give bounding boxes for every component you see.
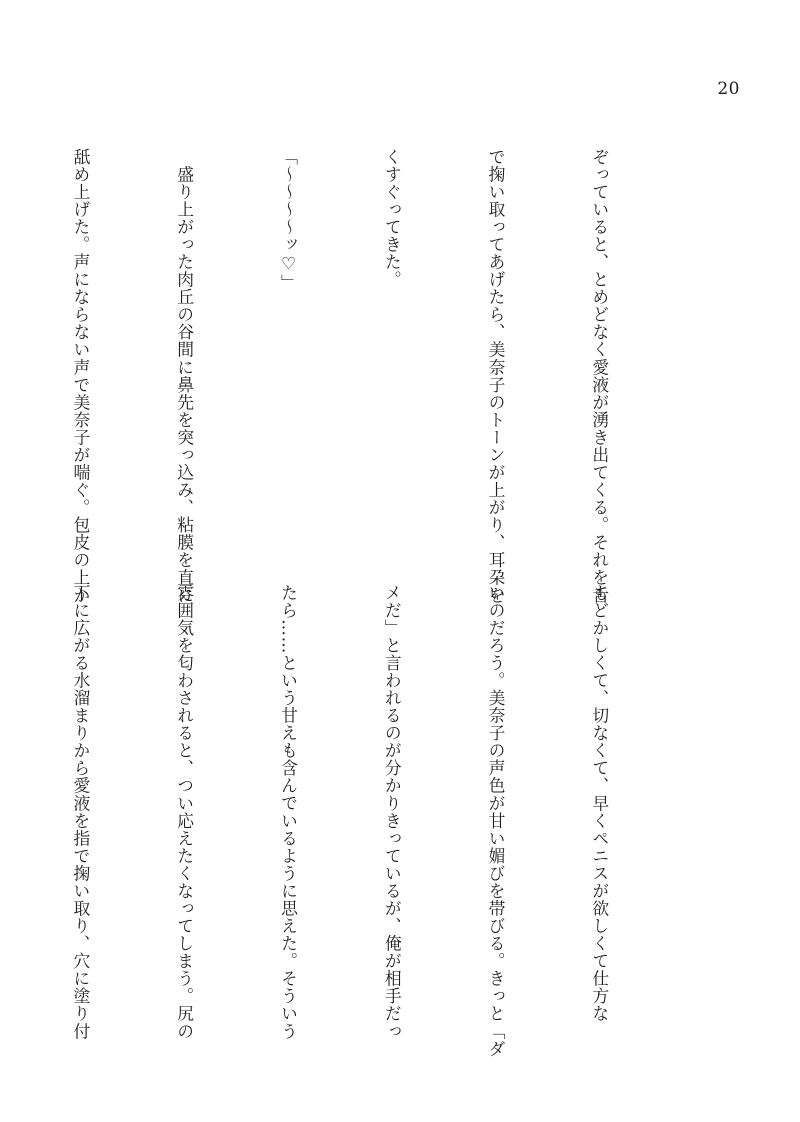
text-line: 盛り上がった肉丘の谷間に鼻先を突っ込み、粘膜を直に (174, 148, 195, 605)
text-line: くすぐってきた。 (382, 148, 403, 289)
page-number: 20 (717, 79, 740, 99)
lower-text-block (70, 584, 686, 1058)
text-line: ぞっていると、とめどなく愛液が湧き出てくる。それを舌 (589, 148, 610, 605)
text-line: いのだろう。美奈子の声色が甘い媚びを帯びる。きっと「ダ (486, 584, 507, 1058)
text-line: 雰囲気を匂わされると、つい応えたくなってしまう。尻の (174, 584, 195, 1041)
text-line: 下に広がる水溜まりから愛液を指で掬い取り、穴に塗り付 (70, 584, 91, 1041)
text-line: もどかしくて、切なくて、早くペニスが欲しくて仕方な (589, 584, 610, 1023)
upper-text-block (70, 148, 686, 605)
text-line: 舐め上げた。声にならない声で美奈子が喘ぐ。包皮の上か (70, 148, 91, 605)
text-line: メだ」と言われるのが分かりきっているが、俺が相手だっ (382, 584, 403, 1041)
text-line: たら……という甘えも含んでいるように思えた。そういう (278, 584, 299, 1041)
text-line: 「～～～～ッ♡」 (278, 148, 299, 292)
text-line: で掬い取ってあげたら、美奈子のトーンが上がり、耳朶を (486, 148, 507, 605)
